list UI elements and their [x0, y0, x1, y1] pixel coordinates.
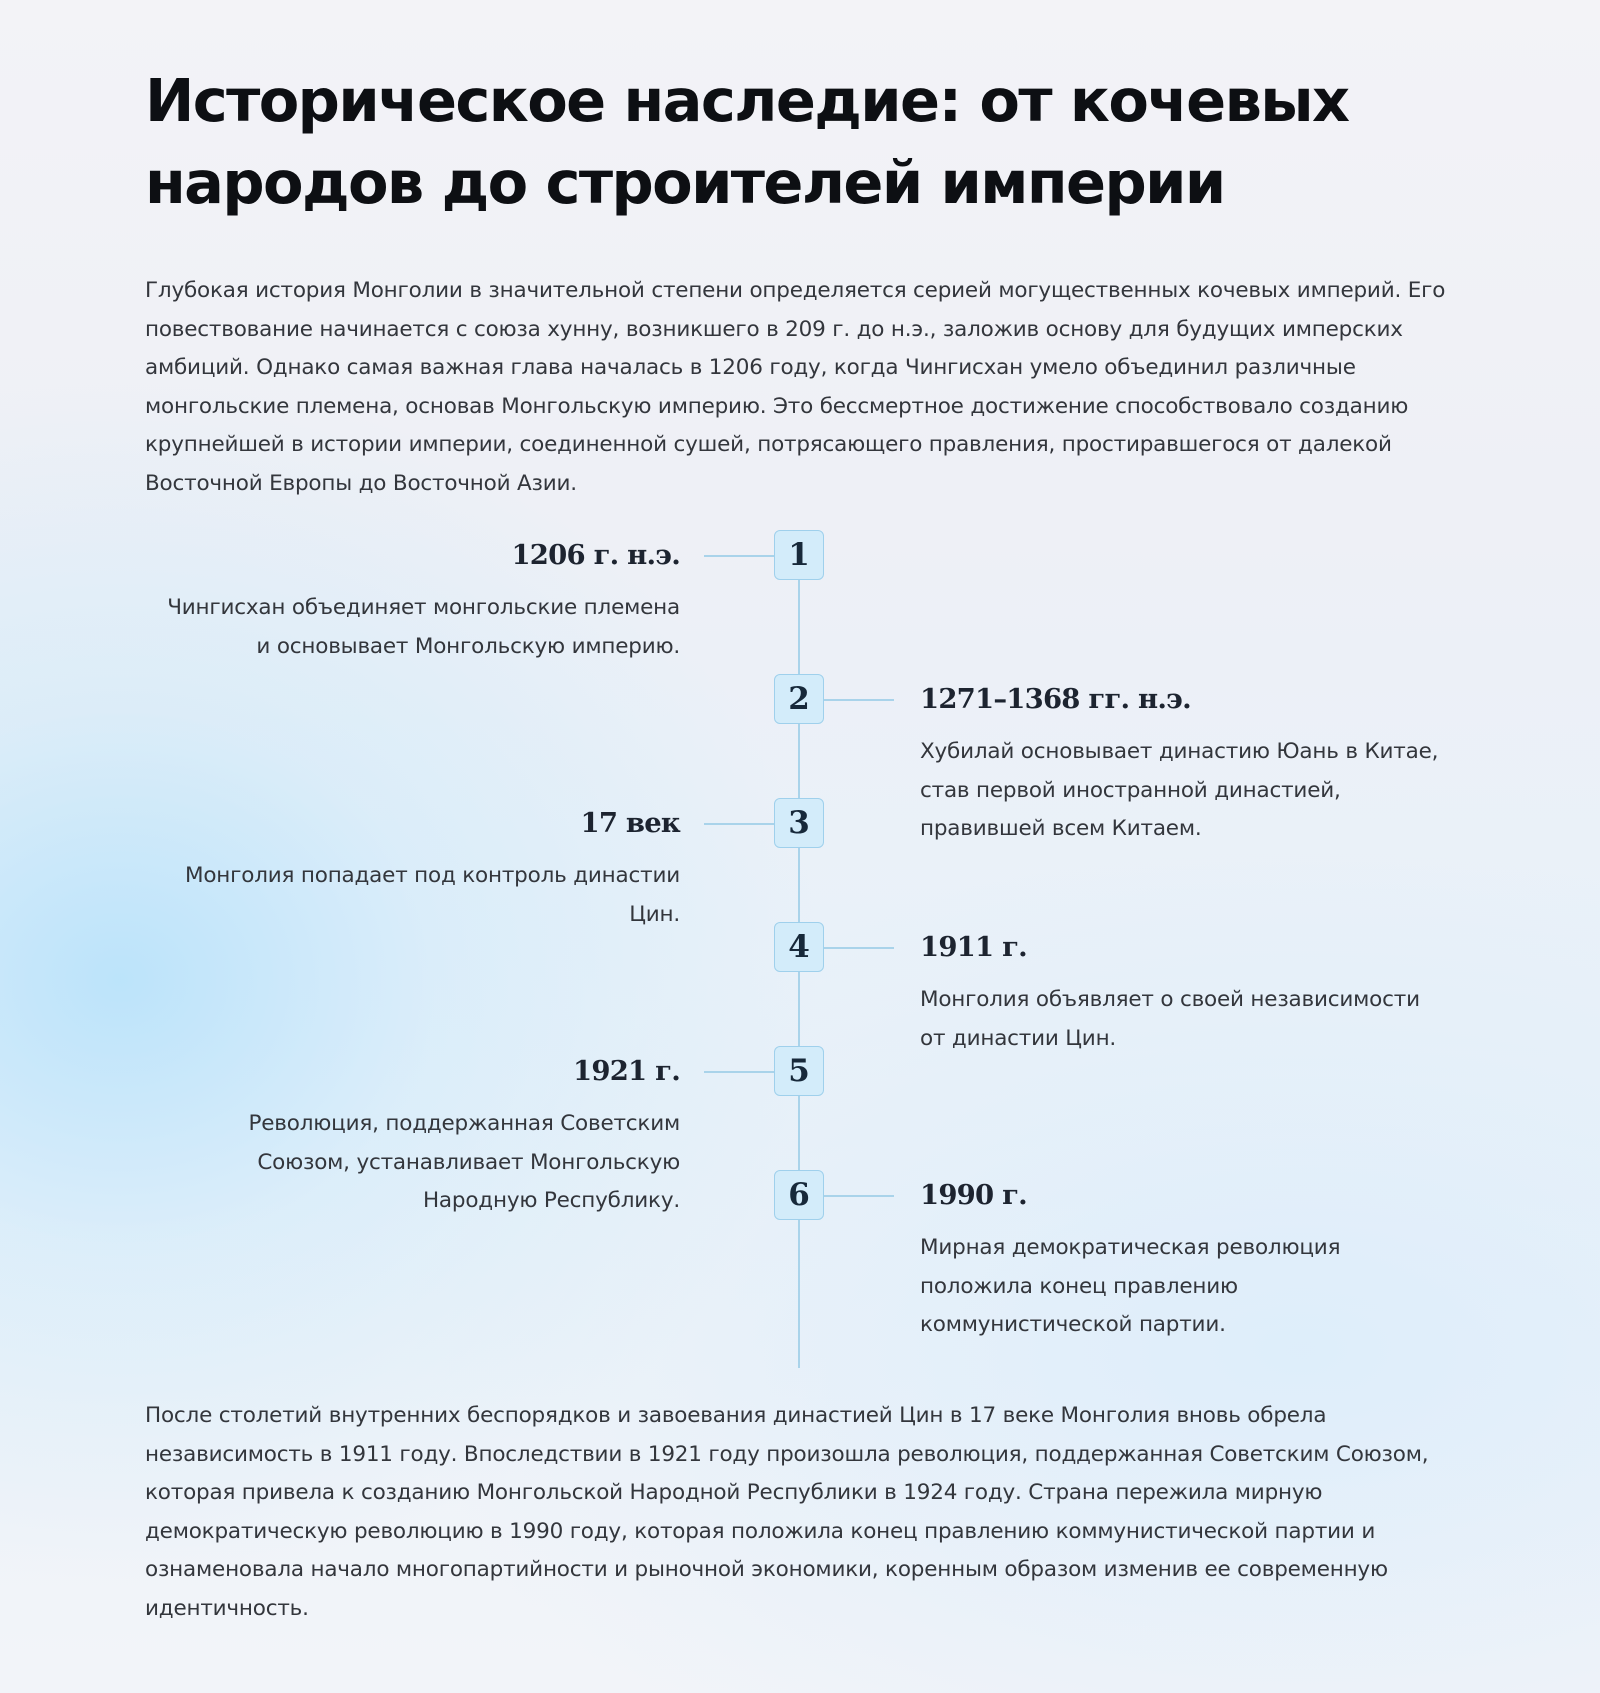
page-title: Историческое наследие: от кочевых народов до строителей империи [145, 66, 1349, 217]
event-description: Революция, поддержанная Советским Союзом, устанавливает Монгольскую Народную Республику. [248, 1111, 680, 1213]
timeline-event [160, 805, 680, 934]
timeline-node: 5 [774, 1046, 824, 1096]
outro-paragraph: После столетий внутренних беспорядков и завоевания династией Цин в 17 веке Монголия вновь обрела независимость в 1911 году. Впоследствии в 1921 году произошла революция, поддержанная Советским Союзом, которая привела к созданию Монгольской Народной Республики в 1924 году. Страна пережила мирную демократическую революцию в 1990 году, которая положила конец правлению коммунистической партии и ознаменовала начало многопартийности и рыночной экономики, коренным образом изменив ее современную идентичность. [145, 1403, 1429, 1621]
event-description: Монголия объявляет о своей независимости от династии Цин. [920, 987, 1420, 1051]
event-date: 17 век [580, 807, 680, 839]
intro-paragraph: Глубокая история Монголии в значительной степени определяется серией могущественных кочевых империй. Его повествование начинается с союза хунну, возникшего в 209 г. до н.э., заложив основу для будущих имперских амбиций. Однако самая важная глава началась в 1206 году, когда Чингисхан умело объединил различные монгольские племена, основав Монгольскую империю. Это бессмертное достижение способствовало созданию крупнейшей в истории империи, соединенной сушей, потрясающего правления, простиравшегося от далекой Восточной Европы до Восточной Азии. [145, 278, 1446, 496]
timeline-node: 6 [774, 1170, 824, 1220]
timeline-connector [824, 699, 894, 701]
timeline-event [160, 1053, 680, 1221]
timeline-node: 4 [774, 922, 824, 972]
event-description: Чингисхан объединяет монгольские племена и основывает Монгольскую империю. [167, 595, 680, 659]
timeline-connector [824, 1195, 894, 1197]
event-date: 1271–1368 гг. н.э. [920, 683, 1191, 715]
event-description: Монголия попадает под контроль династии Цин. [184, 863, 680, 927]
event-date: 1911 г. [920, 931, 1027, 963]
timeline-event [160, 537, 680, 666]
timeline-connector [704, 1071, 774, 1073]
timeline-event [920, 681, 1440, 849]
timeline-event [920, 929, 1440, 1058]
event-description: Хубилай основывает династию Юань в Китае, став первой иностранной династией, правившей всем Китаем. [920, 739, 1439, 841]
timeline-node: 3 [774, 798, 824, 848]
event-date: 1990 г. [920, 1179, 1027, 1211]
event-date: 1921 г. [573, 1055, 680, 1087]
timeline-event [920, 1177, 1440, 1345]
timeline-connector [824, 947, 894, 949]
timeline-connector [704, 823, 774, 825]
event-date: 1206 г. н.э. [511, 539, 680, 571]
timeline-connector [704, 555, 774, 557]
timeline-node: 1 [774, 530, 824, 580]
event-description: Мирная демократическая революция положила конец правлению коммунистической партии. [920, 1235, 1341, 1337]
timeline-node: 2 [774, 674, 824, 724]
